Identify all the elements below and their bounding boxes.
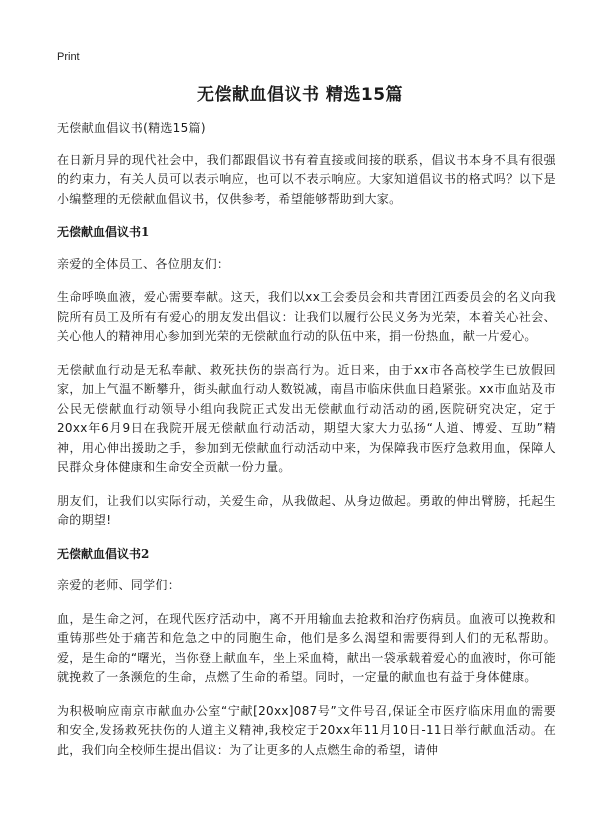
document-body — [57, 119, 556, 774]
salutation: 亲爱的老师、同学们： — [57, 578, 181, 592]
section-2 — [57, 545, 556, 761]
body-paragraph: 生命呼唤血液，爱心需要奉献。这天，我们以xx工会委员会和共青团江西委员会的名义向我院所有员工及所有有爱心的朋友发出倡议：让我们以履行公民义务为光荣，本着关心社会、关心他人的精神用心参加到光荣的无偿献血行动的队伍中来，捐一份热血，献一片爱心。 — [57, 290, 556, 343]
body-paragraph: 朋友们，让我们以实际行动，关爱生命，从我做起、从身边做起。勇敢的伸出臂膀，托起生命的期望! — [57, 493, 556, 527]
page-title: 无偿献血倡议书 精选15篇 — [196, 85, 404, 105]
print-link[interactable]: Print — [57, 51, 80, 63]
body-paragraph: 血，是生命之河，在现代医疗活动中，离不开用输血去抢救和治疗伤病员。血液可以挽救和重铸那些处于痛苦和危急之中的同胞生命，他们是多么渴望和需要得到人们的无私帮助。爱，是生命的“曙光，当你登上献血车，坐上采血椅，献出一袋承载着爱心的血液时，你可能就挽救了一条濒危的生命，点燃了生命的希望。同时，一定量的献血也有益于身体健康。 — [57, 611, 556, 684]
intro-paragraph: 在日新月异的现代社会中，我们都跟倡议书有着直接或间接的联系，倡议书本身不具有很强的约束力，有关人员可以表示响应，也可以不表示响应。大家知道倡议书的格式吗？以下是小编整理的无偿献血倡议书，仅供参考，希望能够帮助到大家。 — [57, 152, 556, 206]
document-subtitle: 无偿献血倡议书(精选15篇) — [57, 121, 206, 135]
section-heading: 无偿献血倡议书2 — [57, 546, 150, 561]
section-1 — [57, 223, 556, 531]
salutation: 亲爱的全体员工、各位朋友们： — [57, 256, 230, 271]
body-paragraph: 为积极响应南京市献血办公室“宁献[20xx]087号”文件号召,保证全市医疗临床用血的需要和安全,发扬救死扶伤的人道主义精神,我校定于20xx年11月10日-11日举行献血活动。在此，我们向全校师生提出倡议：为了让更多的人点燃生命的希望，请伸 — [57, 703, 556, 757]
body-paragraph: 无偿献血行动是无私奉献、救死扶伤的崇高行为。近日来，由于xx市各高校学生已放假回家，加上气温不断攀升，街头献血行动人数锐减，南昌市临床供血日趋紧张。xx市血站及市公民无偿献血行动领导小组向我院正式发出无偿献血行动活动的函,医院研究决定，定于20xx年6月9日在我院开展无偿献血行动活动，期望大家大力弘扬“人道、博爱、互助”精神，用心伸出援助之手，参加到无偿献血行动活动中来，为保障我市医疗急救用血，保障人民群众身体健康和生命安全贡献一份力量。 — [57, 362, 556, 474]
section-heading: 无偿献血倡议书1 — [57, 225, 150, 239]
